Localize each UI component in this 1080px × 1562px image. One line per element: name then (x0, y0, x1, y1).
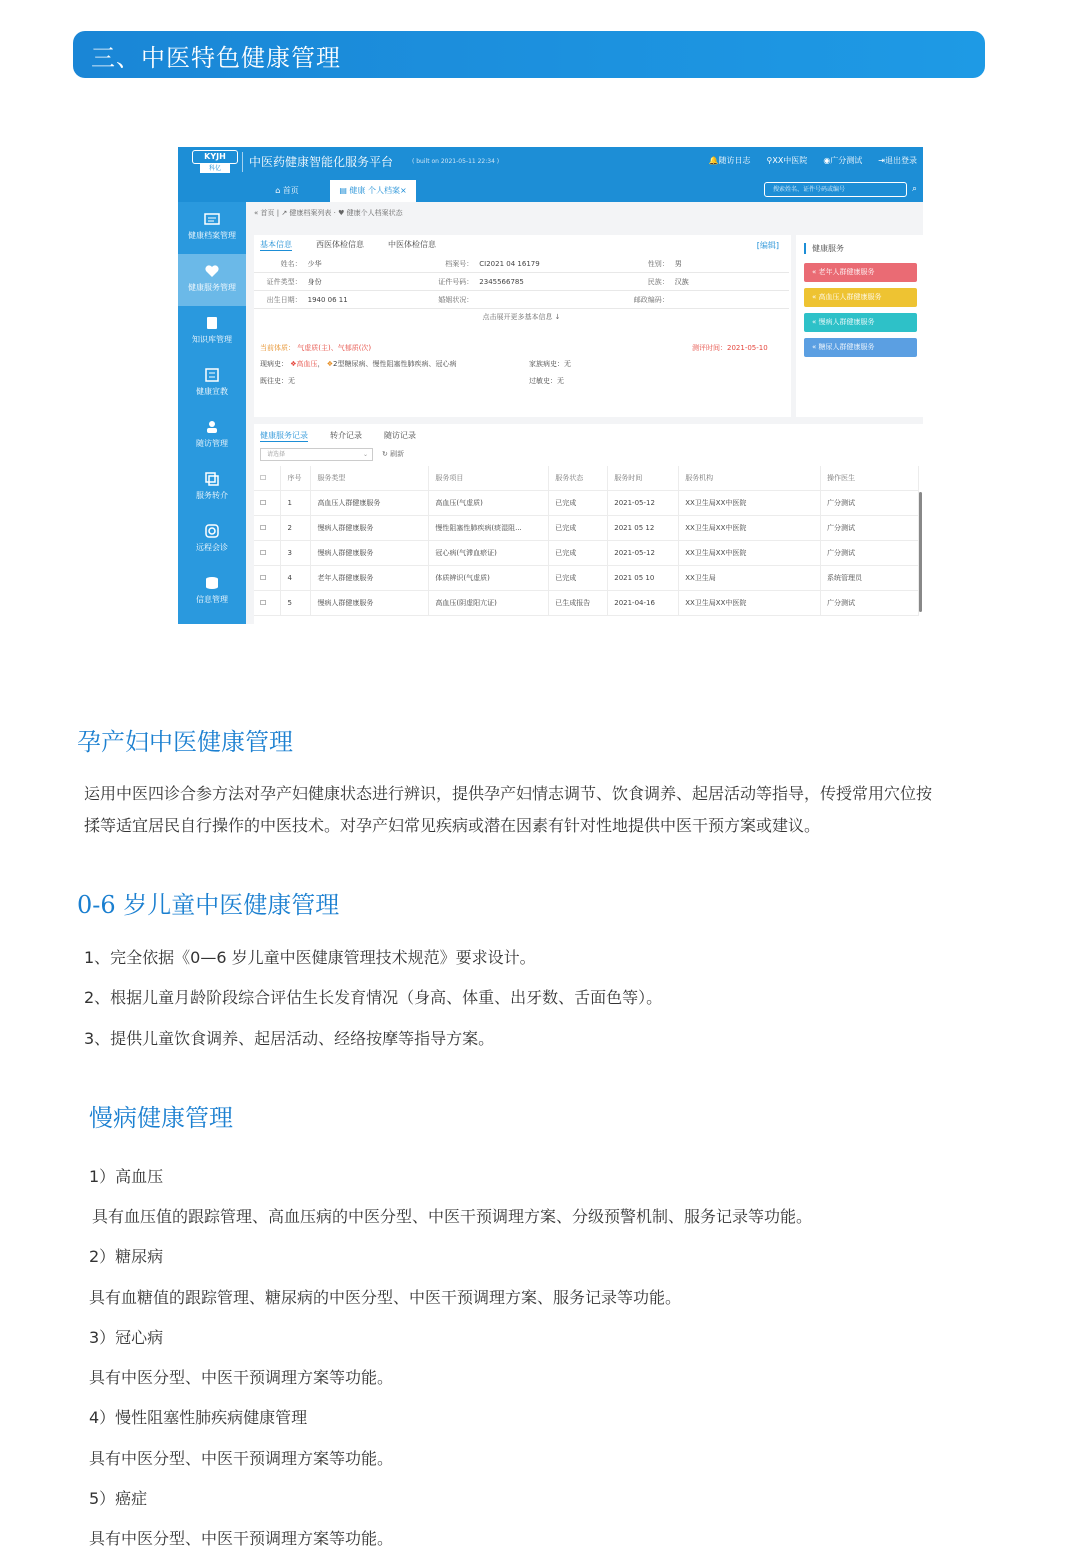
column-header: 服务机构 (679, 466, 821, 490)
info-value: 汉族 (674, 277, 689, 286)
chronic-item-heading: 2）糖尿病 (89, 1247, 164, 1266)
bell-icon[interactable]: 🔔随访日志 (708, 156, 751, 165)
nav-item-services[interactable] (178, 254, 246, 306)
build-info: ( built on 2021-05-11 22:34 ) (412, 158, 500, 165)
nav-label: 健康宣教 (196, 387, 228, 396)
chronic-item-desc: 具有中医分型、中医干预调理方案等功能。 (89, 1368, 394, 1387)
family-history: 家族病史：无 (529, 360, 571, 368)
logo-sub: 科亿 (200, 164, 230, 173)
chronic-item-desc: 具有中医分型、中医干预调理方案等功能。 (89, 1529, 394, 1548)
profile-panel (254, 235, 791, 417)
cell-time: 2021 05 10 (608, 565, 679, 590)
checkup-date: 2021-05-10 (727, 344, 768, 352)
chronic-item-desc: 具有血压值的跟踪管理、高血压病的中医分型、中医干预调理方案、分级预警机制、服务记录等功能。 (92, 1207, 813, 1226)
nav-item-education[interactable] (178, 358, 246, 410)
section-banner (73, 31, 985, 78)
history-item: 2型糖尿病、慢性阻塞性肺疾病、冠心病 (333, 360, 457, 368)
cell-doctor: 广分测试 (821, 490, 919, 515)
info-label: 档案号： (445, 259, 474, 268)
checkup-line (692, 343, 768, 353)
top-action-org[interactable]: XX中医院 (772, 156, 808, 165)
cell-status: 已完成 (549, 490, 608, 515)
nav-item-knowledge[interactable] (178, 306, 246, 358)
row-checkbox[interactable]: ☐ (254, 540, 281, 565)
chronic-item-heading: 5）癌症 (89, 1489, 148, 1508)
logo-mark: KYJH (192, 150, 238, 164)
camera-icon (204, 524, 220, 538)
info-label: 婚姻状况： (438, 295, 474, 304)
crumb-list[interactable]: 健康档案列表 (289, 209, 332, 217)
service-button-label: 高血压人群健康服务 (818, 293, 882, 301)
info-value: 男 (674, 259, 682, 268)
side-nav (178, 202, 246, 624)
cell-doctor: 广分测试 (821, 590, 919, 615)
table-row[interactable] (254, 590, 919, 615)
row-checkbox[interactable]: ☐ (254, 490, 281, 515)
tab-followup-records[interactable]: 随访记录 (384, 431, 416, 440)
nav-label: 信息管理 (196, 595, 228, 604)
service-button-label: 糖尿人群健康服务 (818, 343, 875, 351)
nav-item-consult[interactable] (178, 514, 246, 566)
cell-index: 1 (281, 490, 311, 515)
nav-label: 健康档案管理 (188, 231, 236, 240)
table-row[interactable] (254, 515, 919, 540)
cell-item: 冠心病(气滞血瘀证) (429, 540, 549, 565)
constitution-line (260, 343, 371, 353)
search-input[interactable]: 搜索姓名、证件号码或编号 (764, 182, 907, 197)
table-scrollbar[interactable] (919, 492, 922, 612)
allergy-history: 过敏史：无 (529, 377, 564, 385)
top-bar (178, 147, 923, 202)
service-button-diabetes[interactable]: « 糖尿人群健康服务 (804, 338, 917, 357)
user-icon[interactable]: ◉广分测试 (823, 156, 863, 165)
column-header: 服务状态 (549, 466, 608, 490)
nav-item-records[interactable] (178, 202, 246, 254)
cell-index: 4 (281, 565, 311, 590)
warning-icon: ❖ (326, 360, 334, 368)
cell-org: XX卫生局XX中医院 (679, 490, 821, 515)
record-filter-select[interactable] (260, 448, 373, 461)
info-label: 民族： (647, 277, 669, 286)
cell-status: 已完成 (549, 515, 608, 540)
book-icon (204, 316, 220, 330)
table-header-row (254, 466, 919, 490)
surgery-history: 既往史：无 (260, 377, 295, 385)
constitution-label: 当前体质： (260, 344, 295, 352)
history-item: 高血压 (296, 360, 318, 368)
history-label: 现病史： (260, 360, 288, 368)
tab-home[interactable]: ⌂ 首页 (275, 186, 299, 195)
column-header: 服务类型 (311, 466, 429, 490)
info-value: CI2021 04 16179 (479, 259, 540, 268)
row-checkbox[interactable]: ☐ (254, 565, 281, 590)
info-label: 邮政编码： (633, 295, 669, 304)
cell-index: 5 (281, 590, 311, 615)
info-label: 姓名： (280, 259, 302, 268)
info-row (254, 291, 789, 309)
service-button-chronic[interactable]: « 慢病人群健康服务 (804, 313, 917, 332)
section-title-chronic: 慢病健康管理 (89, 1104, 233, 1132)
nav-label: 健康服务管理 (188, 283, 236, 292)
cell-item: 体质辨识(气虚质) (429, 565, 549, 590)
table-row[interactable] (254, 565, 919, 590)
section-title-children: 0-6 岁儿童中医健康管理 (77, 891, 340, 919)
cell-time: 2021-05-12 (608, 490, 679, 515)
cell-type: 老年人群健康服务 (311, 565, 429, 590)
info-value: 1940 06 11 (307, 295, 348, 304)
info-row (254, 273, 789, 291)
tab-basic-info[interactable]: 基本信息 (260, 240, 292, 249)
info-label: 出生日期： (266, 295, 302, 304)
crumb-current[interactable]: 健康个人档案状态 (346, 209, 403, 217)
app-screenshot (178, 147, 923, 624)
tab-home-label: 首页 (282, 186, 299, 195)
info-label: 性别： (647, 259, 669, 268)
banner-title: 三、中医特色健康管理 (91, 44, 341, 72)
tab-tcm-exam[interactable]: 中医体检信息 (388, 240, 436, 249)
refresh-button[interactable]: ↻ 刷新 (382, 450, 405, 458)
profile-tabs (260, 239, 436, 251)
tab-western-exam[interactable]: 西医体检信息 (316, 240, 364, 249)
refresh-label: 刷新 (390, 450, 405, 458)
cell-status: 已完成 (549, 565, 608, 590)
search-icon[interactable]: ⌕ (912, 184, 918, 194)
info-value: 少华 (307, 259, 322, 268)
cell-time: 2021-04-16 (608, 590, 679, 615)
info-value: 2345566785 (479, 277, 524, 286)
cell-item: 高血压(气虚质) (429, 490, 549, 515)
cell-doctor: 广分测试 (821, 515, 919, 540)
service-title: 健康服务 (804, 243, 844, 254)
section-title-maternal: 孕产妇中医健康管理 (77, 728, 293, 756)
table-row[interactable] (254, 540, 919, 565)
checkup-label: 测评时间： (692, 344, 727, 352)
column-header: 序号 (281, 466, 311, 490)
nav-item-referral[interactable] (178, 462, 246, 514)
cell-org: XX卫生局XX中医院 (679, 540, 821, 565)
app-title: 中医药健康智能化服务平台 (249, 155, 394, 169)
cell-index: 3 (281, 540, 311, 565)
info-row (254, 255, 789, 273)
tab-bar (244, 180, 416, 202)
constitution-value: 气虚质(主)、气郁质(次) (297, 344, 372, 352)
logout-icon[interactable]: ⇥退出登录 (878, 156, 917, 165)
cell-type: 慢病人群健康服务 (311, 590, 429, 615)
maternal-paragraph-line: 揉等适宜居民自行操作的中医技术。对孕产妇常见疾病或潜在因素有针对性地提供中医干预方案或建议。 (84, 816, 821, 835)
people-icon (204, 420, 220, 434)
table-row[interactable] (254, 490, 919, 515)
select-value: 请选择 (267, 451, 286, 458)
row-checkbox[interactable]: ☐ (254, 590, 281, 615)
tab-referral-records[interactable]: 转介记录 (330, 431, 362, 440)
tab-service-records[interactable]: 健康服务记录 (260, 431, 308, 440)
cell-type: 慢病人群健康服务 (311, 515, 429, 540)
service-button-label: 老年人群健康服务 (818, 268, 875, 276)
heart-icon (204, 264, 220, 278)
children-item: 1、完全依据《0—6 岁儿童中医健康管理技术规范》要求设计。 (84, 948, 536, 967)
cell-type: 慢病人群健康服务 (311, 540, 429, 565)
card-icon (204, 212, 220, 226)
cell-item: 高血压(阴虚阳亢证) (429, 590, 549, 615)
checkbox-header[interactable]: ☐ (254, 466, 281, 490)
children-item: 3、提供儿童饮食调养、起居活动、经络按摩等指导方案。 (84, 1029, 495, 1048)
copy-icon (204, 472, 220, 486)
breadcrumb: « 首页 | ↗ 健康档案列表 · ♥ 健康个人档案状态 (254, 209, 403, 217)
chronic-item-heading: 3）冠心病 (89, 1328, 164, 1347)
nav-item-followup[interactable] (178, 410, 246, 462)
chronic-item-heading: 1）高血压 (89, 1167, 164, 1186)
service-button-label: 慢病人群健康服务 (818, 318, 875, 326)
cell-doctor: 系统管理员 (821, 565, 919, 590)
warning-icon: ❖ (290, 360, 297, 368)
column-header: 服务时间 (608, 466, 679, 490)
info-label: 证件号码： (438, 277, 474, 286)
history-line: 现病史： ❖高血压， ❖2型糖尿病、慢性阻塞性肺疾病、冠心病 (260, 360, 457, 368)
cell-doctor: 广分测试 (821, 540, 919, 565)
location-icon[interactable]: ⚲XX中医院 (766, 156, 808, 165)
service-button-elderly[interactable]: « 老年人群健康服务 (804, 263, 917, 282)
cell-org: XX卫生局XX中医院 (679, 515, 821, 540)
maternal-paragraph-line: 运用中医四诊合参方法对孕产妇健康状态进行辨识，提供孕产妇情志调节、饮食调养、起居活动等指导，传授常用穴位按 (84, 784, 933, 803)
logo (186, 150, 244, 174)
nav-label: 随访管理 (196, 439, 228, 448)
cell-status: 已生成报告 (549, 590, 608, 615)
chronic-item-desc: 具有中医分型、中医干预调理方案等功能。 (89, 1449, 394, 1468)
logo-divider (242, 152, 243, 172)
nav-label: 远程会诊 (196, 543, 228, 552)
cell-time: 2021 05 12 (608, 515, 679, 540)
service-button-hypertension[interactable]: « 高血压人群健康服务 (804, 288, 917, 307)
cell-status: 已完成 (549, 540, 608, 565)
crumb-home[interactable]: 首页 (260, 209, 275, 217)
nav-item-info[interactable] (178, 566, 246, 618)
records-panel (254, 424, 923, 624)
chronic-item-heading: 4）慢性阻塞性肺疾病健康管理 (89, 1408, 308, 1427)
nav-label: 服务转介 (196, 491, 228, 500)
education-icon (204, 368, 220, 382)
records-table (254, 466, 919, 616)
cell-time: 2021-05-12 (608, 540, 679, 565)
cell-item: 慢性阻塞性肺疾病(痰湿阻... (429, 515, 549, 540)
nav-label: 知识库管理 (192, 335, 232, 344)
edit-link[interactable]: [编辑] (756, 241, 779, 250)
info-grid (254, 255, 789, 325)
tab-profile[interactable]: ▤ 健康 个人档案× (330, 180, 416, 202)
column-header: 服务项目 (429, 466, 549, 490)
record-tabs (260, 430, 416, 442)
expand-more-link[interactable]: 点击展开更多基本信息 ↓ (482, 313, 561, 321)
children-item: 2、根据儿童月龄阶段综合评估生长发育情况（身高、体重、出牙数、舌面色等）。 (84, 988, 663, 1007)
tab-profile-label: 健康 个人档案× (349, 186, 407, 195)
cell-type: 高血压人群健康服务 (311, 490, 429, 515)
column-header: 操作医生 (821, 466, 919, 490)
cell-index: 2 (281, 515, 311, 540)
top-action-user[interactable]: 广分测试 (830, 156, 863, 165)
info-value: 身份 (307, 277, 322, 286)
row-checkbox[interactable]: ☐ (254, 515, 281, 540)
chronic-item-desc: 具有血糖值的跟踪管理、糖尿病的中医分型、中医干预调理方案、服务记录等功能。 (89, 1288, 682, 1307)
info-label: 证件类型： (266, 277, 302, 286)
cell-org: XX卫生局 (679, 565, 821, 590)
top-action-logout[interactable]: 退出登录 (885, 156, 917, 165)
top-action-log[interactable]: 随访日志 (718, 156, 751, 165)
database-icon (204, 576, 220, 590)
chevron-down-icon: ⌄ (362, 451, 368, 458)
cell-org: XX卫生局XX中医院 (679, 590, 821, 615)
service-panel (796, 235, 923, 417)
top-actions (709, 155, 917, 166)
